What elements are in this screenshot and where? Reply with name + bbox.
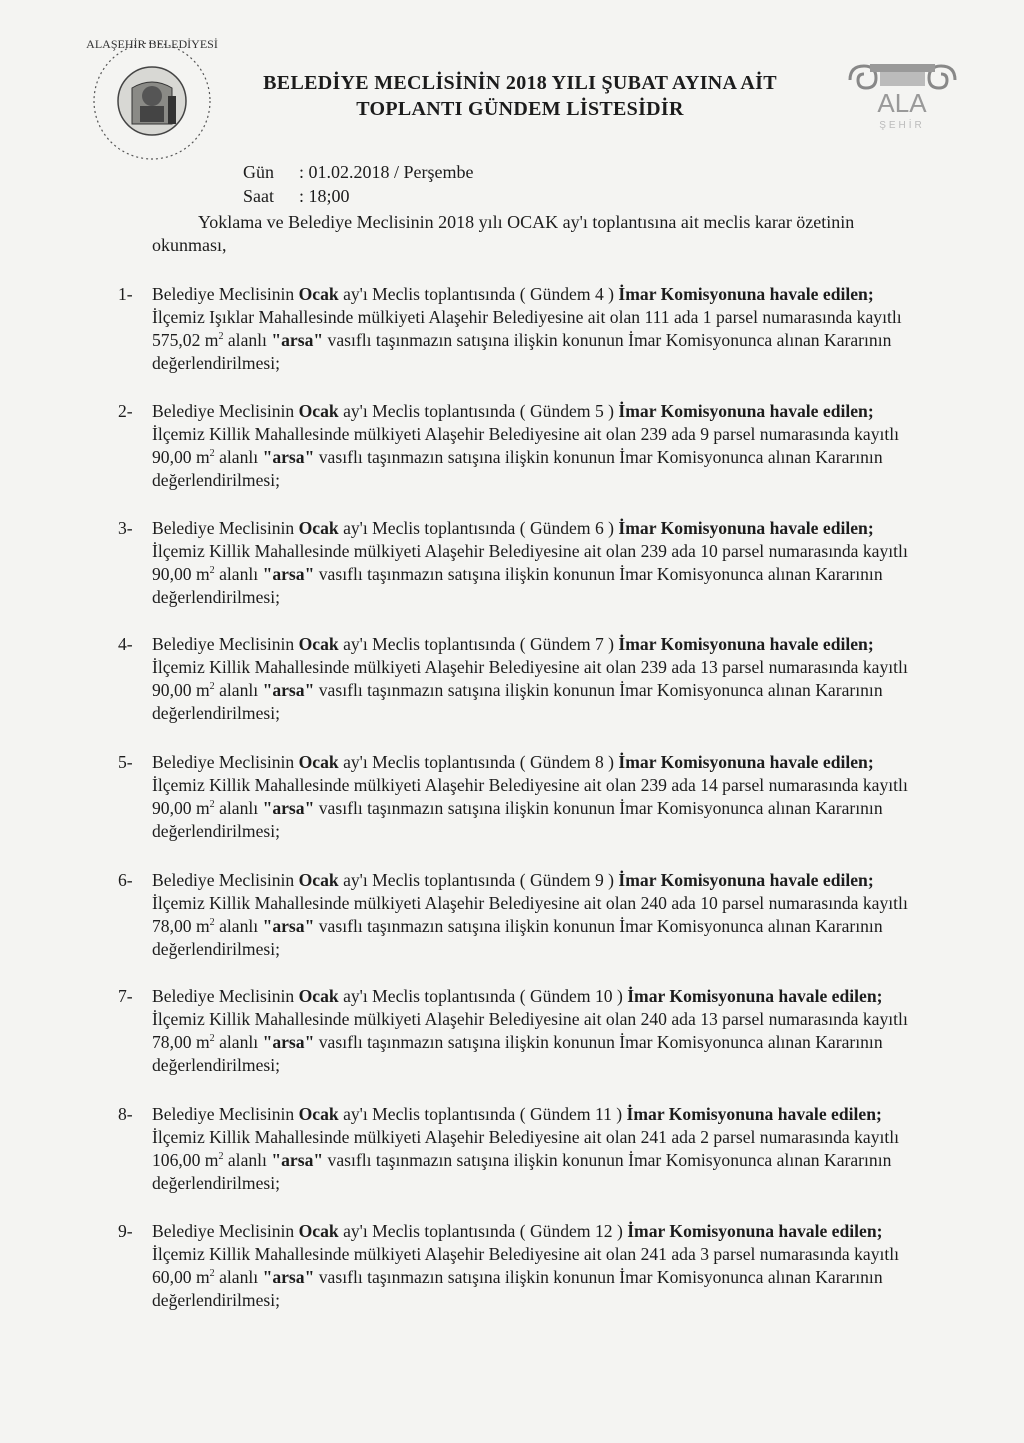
item-alanli: alanlı (214, 1032, 263, 1052)
date-label: Gün (243, 162, 274, 182)
item-suffix: vasıflı taşınmazın satışına ilişkin konunun İmar Komisyonunca alınan Kararının değerlendirilmesi; (152, 330, 892, 373)
time-label: Saat (243, 186, 274, 206)
item-alanli: alanlı (214, 447, 263, 467)
intro-paragraph: Yoklama ve Belediye Meclisinin 2018 yılı OCAK ay'ı toplantısına ait meclis karar özetinin okunması, (152, 212, 855, 255)
item-arsa: "arsa" (262, 680, 315, 700)
item-gundem: ay'ı Meclis toplantısında ( Gündem 4 ) (338, 284, 619, 304)
unit-superscript: 2 (218, 1151, 224, 1163)
item-month: Ocak (298, 284, 339, 304)
item-month: Ocak (298, 634, 339, 654)
item-month: Ocak (298, 401, 339, 421)
agenda-item-number: 3- (118, 518, 133, 538)
agenda-item-number: 7- (118, 986, 133, 1006)
agenda-item-number: 5- (118, 752, 133, 772)
item-commission: İmar Komisyonuna havale edilen; (618, 870, 874, 890)
unit-superscript: 2 (209, 1033, 215, 1045)
unit-superscript: 2 (218, 331, 224, 343)
item-suffix: vasıflı taşınmazın satışına ilişkin konunun İmar Komisyonunca alınan Kararının değerlendirilmesi; (152, 798, 883, 841)
item-arsa: "arsa" (271, 330, 324, 350)
ionic-column-logo-icon (840, 58, 965, 148)
agenda-item-number: 4- (118, 634, 133, 654)
item-parcel: İlçemiz Killik Mahallesinde mülkiyeti Alaşehir Belediyesine ait olan 239 ada 14 parsel numarasında kayıtlı 90,00 m (152, 775, 908, 818)
item-parcel: İlçemiz Killik Mahallesinde mülkiyeti Alaşehir Belediyesine ait olan 239 ada 9 parsel numarasında kayıtlı 90,00 m (152, 424, 900, 467)
item-month: Ocak (298, 1221, 339, 1241)
item-gundem: ay'ı Meclis toplantısında ( Gündem 11 ) (338, 1104, 627, 1124)
item-arsa: "arsa" (262, 1032, 315, 1052)
item-suffix: vasıflı taşınmazın satışına ilişkin konunun İmar Komisyonunca alınan Kararının değerlendirilmesi; (152, 680, 883, 723)
item-commission: İmar Komisyonuna havale edilen; (627, 986, 883, 1006)
item-alanli: alanlı (223, 330, 272, 350)
item-suffix: vasıflı taşınmazın satışına ilişkin konunun İmar Komisyonunca alınan Kararının değerlendirilmesi; (152, 447, 883, 490)
item-parcel: İlçemiz Killik Mahallesinde mülkiyeti Alaşehir Belediyesine ait olan 239 ada 13 parsel numarasında kayıtlı 90,00 m (152, 657, 908, 700)
item-suffix: vasıflı taşınmazın satışına ilişkin konunun İmar Komisyonunca alınan Kararının değerlendirilmesi; (152, 564, 883, 607)
item-alanli: alanlı (214, 1267, 263, 1287)
item-gundem: ay'ı Meclis toplantısında ( Gündem 6 ) (338, 518, 619, 538)
item-month: Ocak (298, 1104, 339, 1124)
item-suffix: vasıflı taşınmazın satışına ilişkin konunun İmar Komisyonunca alınan Kararının değerlendirilmesi; (152, 1150, 892, 1193)
item-gundem: ay'ı Meclis toplantısında ( Gündem 10 ) (338, 986, 628, 1006)
item-commission: İmar Komisyonuna havale edilen; (627, 1221, 883, 1241)
unit-superscript: 2 (209, 917, 215, 929)
item-prefix: Belediye Meclisinin (152, 986, 299, 1006)
item-prefix: Belediye Meclisinin (152, 870, 299, 890)
unit-superscript: 2 (209, 1268, 215, 1280)
agenda-item-number: 1- (118, 284, 133, 304)
agenda-item-text (152, 1220, 918, 1312)
unit-superscript: 2 (209, 448, 215, 460)
agenda-item-number: 6- (118, 870, 133, 890)
item-commission: İmar Komisyonuna havale edilen; (618, 518, 874, 538)
logo-text: ALA (877, 88, 927, 118)
item-parcel: İlçemiz Killik Mahallesinde mülkiyeti Alaşehir Belediyesine ait olan 240 ada 10 parsel numarasında kayıtlı 78,00 m (152, 893, 908, 936)
agenda-item-number: 2- (118, 401, 133, 421)
item-commission: İmar Komisyonuna havale edilen; (626, 1104, 882, 1124)
agenda-item-text (152, 985, 918, 1077)
item-suffix: vasıflı taşınmazın satışına ilişkin konunun İmar Komisyonunca alınan Kararının değerlendirilmesi; (152, 1032, 883, 1075)
item-suffix: vasıflı taşınmazın satışına ilişkin konunun İmar Komisyonunca alınan Kararının değerlendirilmesi; (152, 916, 883, 959)
date-value: : 01.02.2018 / Perşembe (299, 162, 474, 182)
item-arsa: "arsa" (271, 1150, 324, 1170)
item-parcel: İlçemiz Killik Mahallesinde mülkiyeti Alaşehir Belediyesine ait olan 239 ada 10 parsel numarasında kayıtlı 90,00 m (152, 541, 908, 584)
unit-superscript: 2 (209, 565, 215, 577)
item-commission: İmar Komisyonuna havale edilen; (618, 634, 874, 654)
title-line-2: TOPLANTI GÜNDEM LİSTESİDİR (356, 98, 684, 120)
item-commission: İmar Komisyonuna havale edilen; (618, 401, 874, 421)
item-alanli: alanlı (214, 680, 263, 700)
agenda-item-text (152, 283, 918, 375)
title-line-1: BELEDİYE MECLİSİNİN 2018 YILI ŞUBAT AYINA AİT (263, 72, 777, 94)
item-parcel: İlçemiz Killik Mahallesinde mülkiyeti Alaşehir Belediyesine ait olan 240 ada 13 parsel numarasında kayıtlı 78,00 m (152, 1009, 908, 1052)
item-prefix: Belediye Meclisinin (152, 752, 299, 772)
item-alanli: alanlı (214, 916, 263, 936)
item-month: Ocak (298, 752, 339, 772)
item-prefix: Belediye Meclisinin (152, 401, 299, 421)
item-commission: İmar Komisyonuna havale edilen; (618, 752, 874, 772)
agenda-item-number: 8- (118, 1104, 133, 1124)
item-gundem: ay'ı Meclis toplantısında ( Gündem 7 ) (338, 634, 619, 654)
item-prefix: Belediye Meclisinin (152, 284, 299, 304)
document-title (200, 70, 840, 122)
item-prefix: Belediye Meclisinin (152, 518, 299, 538)
unit-superscript: 2 (209, 799, 215, 811)
agenda-item-text (152, 517, 918, 609)
meeting-time (243, 186, 350, 207)
item-suffix: vasıflı taşınmazın satışına ilişkin konunun İmar Komisyonunca alınan Kararının değerlendirilmesi; (152, 1267, 883, 1310)
item-arsa: "arsa" (262, 564, 315, 584)
item-parcel: İlçemiz Işıklar Mahallesinde mülkiyeti Alaşehir Belediyesine ait olan 111 ada 1 parsel numarasında kayıtlı 575,02 m (152, 307, 902, 350)
item-arsa: "arsa" (262, 447, 315, 467)
item-gundem: ay'ı Meclis toplantısında ( Gündem 9 ) (338, 870, 619, 890)
item-alanli: alanlı (214, 564, 263, 584)
item-arsa: "arsa" (262, 916, 315, 936)
item-parcel: İlçemiz Killik Mahallesinde mülkiyeti Alaşehir Belediyesine ait olan 241 ada 3 parsel numarasında kayıtlı 60,00 m (152, 1244, 900, 1287)
agenda-item-text (152, 869, 918, 961)
agenda-item-number: 9- (118, 1221, 133, 1241)
logo-subtext: ŞEHİR (879, 120, 925, 131)
agenda-item-text (152, 633, 918, 725)
item-arsa: "arsa" (262, 798, 315, 818)
agenda-item-text (152, 751, 918, 843)
item-alanli: alanlı (223, 1150, 272, 1170)
item-month: Ocak (298, 986, 339, 1006)
item-alanli: alanlı (214, 798, 263, 818)
item-prefix: Belediye Meclisinin (152, 634, 299, 654)
agenda-item-text (152, 1103, 918, 1195)
item-month: Ocak (298, 870, 339, 890)
time-value: : 18;00 (299, 186, 350, 206)
item-prefix: Belediye Meclisinin (152, 1221, 299, 1241)
item-arsa: "arsa" (262, 1267, 315, 1287)
item-gundem: ay'ı Meclis toplantısında ( Gündem 5 ) (338, 401, 619, 421)
item-parcel: İlçemiz Killik Mahallesinde mülkiyeti Alaşehir Belediyesine ait olan 241 ada 2 parsel numarasında kayıtlı 106,00 m (152, 1127, 900, 1170)
item-gundem: ay'ı Meclis toplantısında ( Gündem 12 ) (338, 1221, 628, 1241)
meeting-date (243, 162, 473, 183)
item-gundem: ay'ı Meclis toplantısında ( Gündem 8 ) (338, 752, 619, 772)
seal-text: ALAŞEHİR BELEDİYESİ (86, 37, 218, 51)
agenda-item-text (152, 400, 918, 492)
item-commission: İmar Komisyonuna havale edilen; (618, 284, 874, 304)
item-month: Ocak (298, 518, 339, 538)
item-prefix: Belediye Meclisinin (152, 1104, 299, 1124)
unit-superscript: 2 (209, 681, 215, 693)
